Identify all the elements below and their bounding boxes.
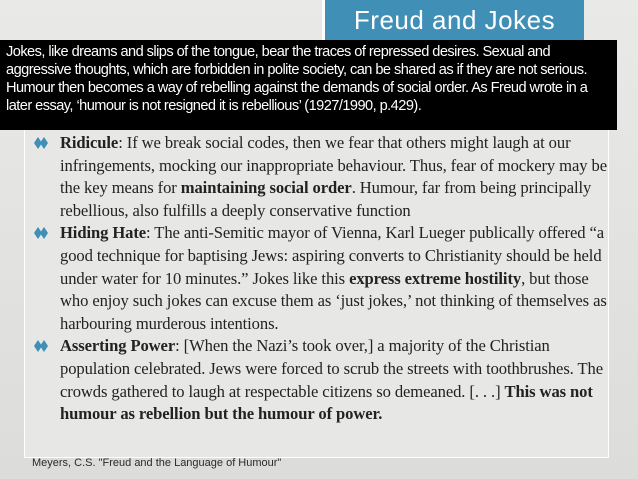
title-bar bbox=[322, 0, 584, 40]
citation-footer: Meyers, C.S. "Freud and the Language of Humour" bbox=[32, 457, 282, 469]
bullet-text: [When the Nazi’s took over,] a majority of the Christian population celebrated. Jews were forced to scrub the streets with toothbrushes. The crowds gathered to laugh at respectable citizens so demeaned. [. . .] bbox=[60, 336, 603, 401]
bullet-emphasis: maintaining social order bbox=[180, 178, 352, 198]
bullet-text: The anti-Semitic mayor of Vienna, Karl Lueger publically offered “a good technique for baptising Jews: aspiring converts to Christianity should be held under water for 10 minutes.” Jokes like this bbox=[60, 223, 604, 288]
intro-text: Jokes, like dreams and slips of the tongue, bear the traces of repressed desires. Sexual and aggressive thoughts, which are forbidden in polite society, can be shared as if they are not serious. Humour then becomes a way of rebelling against the demands of social order. As Freud wrote in a later essay, ‘humour is not resigned it is rebellious’ (1927/1990, p.429). bbox=[6, 44, 588, 114]
bullet-list bbox=[34, 132, 614, 426]
bullet-ridicule bbox=[34, 132, 614, 222]
bullet-separator: : bbox=[175, 336, 184, 356]
bullet-text-end: . Humour, far from being principally rebellious, also fulfills a deeply conservative function bbox=[60, 178, 592, 220]
slide-title: Freud and Jokes bbox=[353, 5, 556, 35]
bullet-hiding-hate bbox=[34, 222, 614, 335]
bullet-text-end: , but those who enjoy such jokes can excuse them as ‘just jokes,’ not thinking of themselves as harbouring murderous intentions. bbox=[60, 268, 607, 333]
diamond-bullet-icon bbox=[34, 227, 50, 239]
bullet-emphasis: express extreme hostility bbox=[349, 268, 522, 288]
bullet-separator: : bbox=[118, 133, 127, 152]
bullet-text: If we break social codes, then we fear that others might laugh at our infringements, mocking our inappropriate behaviour. Thus, fear of mockery may be the key means for bbox=[60, 133, 607, 198]
bullet-term: Ridicule bbox=[60, 133, 119, 152]
diamond-bullet-icon bbox=[34, 137, 50, 149]
bullet-emphasis: This was not humour as rebellion but the humour of power. bbox=[60, 381, 593, 424]
intro-box bbox=[0, 40, 617, 130]
bullet-term: Asserting Power bbox=[60, 336, 176, 356]
bullet-asserting-power bbox=[34, 335, 614, 425]
bullet-separator: : bbox=[146, 223, 155, 243]
bullet-term: Hiding Hate bbox=[60, 223, 147, 243]
diamond-bullet-icon bbox=[34, 340, 50, 352]
